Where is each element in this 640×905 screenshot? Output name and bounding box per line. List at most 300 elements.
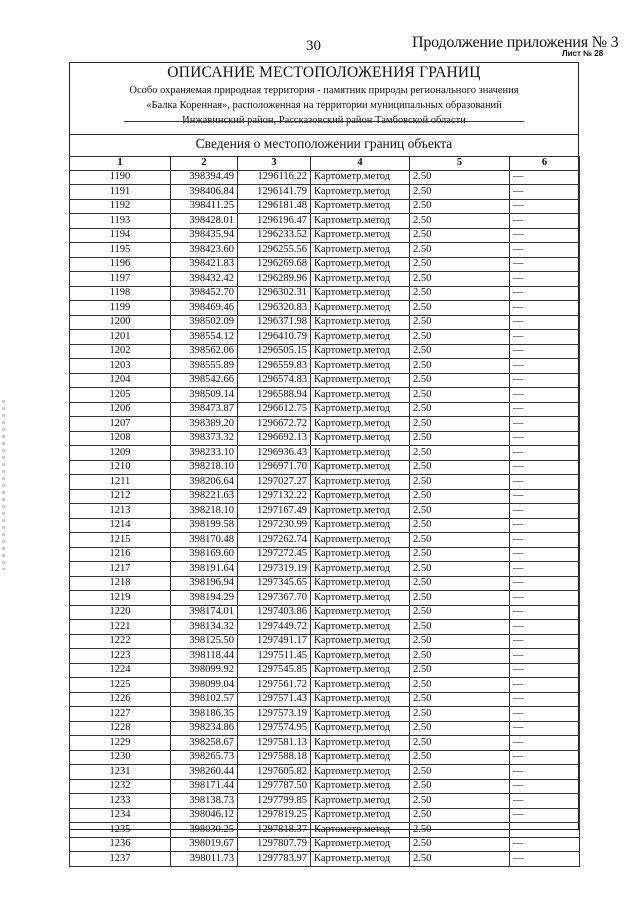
x-coordinate-cell: 398102.57 xyxy=(171,692,238,707)
accuracy-cell: 2.50 xyxy=(410,185,510,200)
accuracy-cell: 2.50 xyxy=(410,605,510,620)
y-coordinate-cell: 1296302.31 xyxy=(238,286,311,301)
point-number-cell: 1225 xyxy=(70,678,171,693)
accuracy-cell: 2.50 xyxy=(410,634,510,649)
method-cell: Картометр.метод xyxy=(311,315,410,330)
point-number-cell: 1222 xyxy=(70,634,171,649)
x-coordinate-cell: 398218.10 xyxy=(171,460,238,475)
table-row xyxy=(70,185,580,200)
x-coordinate-cell: 398199.58 xyxy=(171,518,238,533)
y-coordinate-cell: 1296971.70 xyxy=(238,460,311,475)
method-cell: Картометр.метод xyxy=(311,199,410,214)
point-number-cell: 1198 xyxy=(70,286,171,301)
accuracy-cell: 2.50 xyxy=(410,649,510,664)
description-cell: — xyxy=(510,678,580,693)
table-row xyxy=(70,547,580,562)
method-cell: Картометр.метод xyxy=(311,794,410,809)
point-number-cell: 1219 xyxy=(70,591,171,606)
y-coordinate-cell: 1297605.82 xyxy=(238,765,311,780)
description-cell: — xyxy=(510,489,580,504)
y-coordinate-cell: 1297573.19 xyxy=(238,707,311,722)
point-number-cell: 1211 xyxy=(70,475,171,490)
table-row xyxy=(70,344,580,359)
method-cell: Картометр.метод xyxy=(311,663,410,678)
x-coordinate-cell: 398125.50 xyxy=(171,634,238,649)
table-row xyxy=(70,692,580,707)
y-coordinate-cell: 1297571.43 xyxy=(238,692,311,707)
description-cell: — xyxy=(510,257,580,272)
description-cell: — xyxy=(510,707,580,722)
method-cell: Картометр.метод xyxy=(311,779,410,794)
accuracy-cell: 2.50 xyxy=(410,431,510,446)
y-coordinate-cell: 1296505.15 xyxy=(238,344,311,359)
description-cell: — xyxy=(510,373,580,388)
method-cell: Картометр.метод xyxy=(311,286,410,301)
point-number-cell: 1208 xyxy=(70,431,171,446)
x-coordinate-cell: 398452.70 xyxy=(171,286,238,301)
method-cell: Картометр.метод xyxy=(311,214,410,229)
x-coordinate-cell: 398542.66 xyxy=(171,373,238,388)
table-row xyxy=(70,417,580,432)
table-row xyxy=(70,446,580,461)
point-number-cell: 1204 xyxy=(70,373,171,388)
accuracy-cell: 2.50 xyxy=(410,489,510,504)
accuracy-cell: 2.50 xyxy=(410,779,510,794)
point-number-cell: 1193 xyxy=(70,214,171,229)
x-coordinate-cell: 398509.14 xyxy=(171,388,238,403)
y-coordinate-cell: 1296116.22 xyxy=(238,170,311,185)
point-number-cell: 1207 xyxy=(70,417,171,432)
y-coordinate-cell: 1297807.79 xyxy=(238,837,311,852)
accuracy-cell: 2.50 xyxy=(410,460,510,475)
point-number-cell: 1206 xyxy=(70,402,171,417)
y-coordinate-cell: 1297167.49 xyxy=(238,504,311,519)
point-number-cell: 1233 xyxy=(70,794,171,809)
accuracy-cell: 2.50 xyxy=(410,736,510,751)
table-row xyxy=(70,199,580,214)
description-cell: — xyxy=(510,721,580,736)
method-cell: Картометр.метод xyxy=(311,649,410,664)
x-coordinate-cell: 398473.87 xyxy=(171,402,238,417)
description-cell: — xyxy=(510,460,580,475)
point-number-cell: 1194 xyxy=(70,228,171,243)
x-coordinate-cell: 398406.84 xyxy=(171,185,238,200)
y-coordinate-cell: 1297581.13 xyxy=(238,736,311,751)
boundary-table xyxy=(69,156,580,867)
method-cell: Картометр.метод xyxy=(311,837,410,852)
accuracy-cell: 2.50 xyxy=(410,547,510,562)
method-cell: Картометр.метод xyxy=(311,489,410,504)
x-coordinate-cell: 398019.67 xyxy=(171,837,238,852)
accuracy-cell: 2.50 xyxy=(410,402,510,417)
column-header-5: 5 xyxy=(410,157,510,171)
table-row xyxy=(70,272,580,287)
section-title: Сведения о местоположении границ объекта xyxy=(69,134,579,152)
point-number-cell: 1218 xyxy=(70,576,171,591)
table-row xyxy=(70,750,580,765)
accuracy-cell: 2.50 xyxy=(410,330,510,345)
description-cell: — xyxy=(510,533,580,548)
title-block xyxy=(69,62,579,127)
table-row xyxy=(70,533,580,548)
point-number-cell: 1192 xyxy=(70,199,171,214)
point-number-cell: 1214 xyxy=(70,518,171,533)
description-cell: — xyxy=(510,475,580,490)
point-number-cell: 1224 xyxy=(70,663,171,678)
description-cell: — xyxy=(510,243,580,258)
description-cell: — xyxy=(510,286,580,301)
point-number-cell: 1213 xyxy=(70,504,171,519)
method-cell: Картометр.метод xyxy=(311,620,410,635)
x-coordinate-cell: 398432.42 xyxy=(171,272,238,287)
x-coordinate-cell: 398171.44 xyxy=(171,779,238,794)
table-row xyxy=(70,765,580,780)
x-coordinate-cell: 398030.25 xyxy=(171,823,238,838)
x-coordinate-cell: 398258.67 xyxy=(171,736,238,751)
sheet-number: Лист № 28 xyxy=(562,49,604,58)
x-coordinate-cell: 398234.86 xyxy=(171,721,238,736)
accuracy-cell: 2.50 xyxy=(410,576,510,591)
description-cell: — xyxy=(510,446,580,461)
method-cell: Картометр.метод xyxy=(311,388,410,403)
x-coordinate-cell: 398428.01 xyxy=(171,214,238,229)
table-row xyxy=(70,257,580,272)
table-row xyxy=(70,402,580,417)
point-number-cell: 1223 xyxy=(70,649,171,664)
y-coordinate-cell: 1296574.83 xyxy=(238,373,311,388)
method-cell: Картометр.метод xyxy=(311,765,410,780)
method-cell: Картометр.метод xyxy=(311,373,410,388)
table-row xyxy=(70,823,580,838)
accuracy-cell: 2.50 xyxy=(410,721,510,736)
method-cell: Картометр.метод xyxy=(311,417,410,432)
y-coordinate-cell: 1296371.98 xyxy=(238,315,311,330)
point-number-cell: 1228 xyxy=(70,721,171,736)
table-row xyxy=(70,605,580,620)
description-cell: — xyxy=(510,330,580,345)
accuracy-cell: 2.50 xyxy=(410,272,510,287)
method-cell: Картометр.метод xyxy=(311,808,410,823)
point-number-cell: 1190 xyxy=(70,170,171,185)
table-row xyxy=(70,576,580,591)
method-cell: Картометр.метод xyxy=(311,272,410,287)
table-row xyxy=(70,170,580,185)
x-coordinate-cell: 398169.60 xyxy=(171,547,238,562)
method-cell: Картометр.метод xyxy=(311,678,410,693)
y-coordinate-cell: 1297449.72 xyxy=(238,620,311,635)
accuracy-cell: 2.50 xyxy=(410,373,510,388)
description-cell: — xyxy=(510,170,580,185)
method-cell: Картометр.метод xyxy=(311,750,410,765)
column-header-1: 1 xyxy=(70,157,171,171)
description-cell: — xyxy=(510,402,580,417)
description-cell: — xyxy=(510,692,580,707)
method-cell: Картометр.метод xyxy=(311,518,410,533)
method-cell: Картометр.метод xyxy=(311,228,410,243)
x-coordinate-cell: 398099.04 xyxy=(171,678,238,693)
point-number-cell: 1205 xyxy=(70,388,171,403)
y-coordinate-cell: 1297230.99 xyxy=(238,518,311,533)
method-cell: Картометр.метод xyxy=(311,431,410,446)
y-coordinate-cell: 1297819.25 xyxy=(238,808,311,823)
accuracy-cell: 2.50 xyxy=(410,852,510,867)
point-number-cell: 1227 xyxy=(70,707,171,722)
table-row xyxy=(70,359,580,374)
point-number-cell: 1210 xyxy=(70,460,171,475)
method-cell: Картометр.метод xyxy=(311,402,410,417)
point-number-cell: 1237 xyxy=(70,852,171,867)
x-coordinate-cell: 398423.60 xyxy=(171,243,238,258)
method-cell: Картометр.метод xyxy=(311,634,410,649)
point-number-cell: 1215 xyxy=(70,533,171,548)
accuracy-cell: 2.50 xyxy=(410,388,510,403)
table-row xyxy=(70,460,580,475)
point-number-cell: 1230 xyxy=(70,750,171,765)
description-cell: — xyxy=(510,518,580,533)
x-coordinate-cell: 398194.29 xyxy=(171,591,238,606)
method-cell: Картометр.метод xyxy=(311,736,410,751)
x-coordinate-cell: 398554.12 xyxy=(171,330,238,345)
table-row xyxy=(70,808,580,823)
table-row xyxy=(70,707,580,722)
column-header-6: 6 xyxy=(510,157,580,171)
point-number-cell: 1220 xyxy=(70,605,171,620)
accuracy-cell: 2.50 xyxy=(410,446,510,461)
accuracy-cell: 2.50 xyxy=(410,692,510,707)
accuracy-cell: 2.50 xyxy=(410,344,510,359)
accuracy-cell: 2.50 xyxy=(410,518,510,533)
y-coordinate-cell: 1296692.13 xyxy=(238,431,311,446)
method-cell: Картометр.метод xyxy=(311,591,410,606)
table-header-row xyxy=(70,157,580,171)
description-cell: — xyxy=(510,547,580,562)
y-coordinate-cell: 1297345.65 xyxy=(238,576,311,591)
point-number-cell: 1234 xyxy=(70,808,171,823)
x-coordinate-cell: 398469.46 xyxy=(171,301,238,316)
method-cell: Картометр.метод xyxy=(311,446,410,461)
method-cell: Картометр.метод xyxy=(311,707,410,722)
method-cell: Картометр.метод xyxy=(311,475,410,490)
table-row xyxy=(70,431,580,446)
x-coordinate-cell: 398421.83 xyxy=(171,257,238,272)
description-cell: — xyxy=(510,185,580,200)
x-coordinate-cell: 398265.73 xyxy=(171,750,238,765)
document-title: ОПИСАНИЕ МЕСТОПОЛОЖЕНИЯ ГРАНИЦ xyxy=(167,64,481,81)
method-cell: Картометр.метод xyxy=(311,533,410,548)
method-cell: Картометр.метод xyxy=(311,330,410,345)
x-coordinate-cell: 398196.94 xyxy=(171,576,238,591)
method-cell: Картометр.метод xyxy=(311,576,410,591)
x-coordinate-cell: 398373.32 xyxy=(171,431,238,446)
point-number-cell: 1231 xyxy=(70,765,171,780)
description-cell: — xyxy=(510,315,580,330)
accuracy-cell: 2.50 xyxy=(410,199,510,214)
x-coordinate-cell: 398206.64 xyxy=(171,475,238,490)
method-cell: Картометр.метод xyxy=(311,243,410,258)
table-row xyxy=(70,591,580,606)
accuracy-cell: 2.50 xyxy=(410,620,510,635)
column-header-4: 4 xyxy=(311,157,410,171)
table-row xyxy=(70,214,580,229)
table-row xyxy=(70,678,580,693)
table-row xyxy=(70,663,580,678)
accuracy-cell: 2.50 xyxy=(410,591,510,606)
y-coordinate-cell: 1296141.79 xyxy=(238,185,311,200)
accuracy-cell: 2.50 xyxy=(410,562,510,577)
accuracy-cell: 2.50 xyxy=(410,214,510,229)
description-cell: — xyxy=(510,272,580,287)
table-row xyxy=(70,620,580,635)
method-cell: Картометр.метод xyxy=(311,344,410,359)
x-coordinate-cell: 398394.49 xyxy=(171,170,238,185)
point-number-cell: 1229 xyxy=(70,736,171,751)
point-number-cell: 1236 xyxy=(70,837,171,852)
accuracy-cell: 2.50 xyxy=(410,823,510,838)
description-cell: — xyxy=(510,214,580,229)
x-coordinate-cell: 398562.06 xyxy=(171,344,238,359)
description-cell: — xyxy=(510,591,580,606)
y-coordinate-cell: 1297262.74 xyxy=(238,533,311,548)
description-cell: — xyxy=(510,562,580,577)
y-coordinate-cell: 1297511.45 xyxy=(238,649,311,664)
table-row xyxy=(70,286,580,301)
point-number-cell: 1212 xyxy=(70,489,171,504)
accuracy-cell: 2.50 xyxy=(410,750,510,765)
table-row xyxy=(70,562,580,577)
y-coordinate-cell: 1296196.47 xyxy=(238,214,311,229)
accuracy-cell: 2.50 xyxy=(410,243,510,258)
table-row xyxy=(70,315,580,330)
method-cell: Картометр.метод xyxy=(311,170,410,185)
table-row xyxy=(70,837,580,852)
description-cell: — xyxy=(510,344,580,359)
x-coordinate-cell: 398221.63 xyxy=(171,489,238,504)
method-cell: Картометр.метод xyxy=(311,547,410,562)
continuation-label: Продолжение приложения № 3 xyxy=(412,34,619,51)
y-coordinate-cell: 1297367.70 xyxy=(238,591,311,606)
table-row xyxy=(70,721,580,736)
method-cell: Картометр.метод xyxy=(311,721,410,736)
description-cell: — xyxy=(510,576,580,591)
method-cell: Картометр.метод xyxy=(311,605,410,620)
accuracy-cell: 2.50 xyxy=(410,286,510,301)
table-row xyxy=(70,475,580,490)
accuracy-cell: 2.50 xyxy=(410,504,510,519)
point-number-cell: 1197 xyxy=(70,272,171,287)
description-cell: — xyxy=(510,808,580,823)
method-cell: Картометр.метод xyxy=(311,692,410,707)
table-body xyxy=(70,170,580,866)
description-cell: — xyxy=(510,837,580,852)
table-row xyxy=(70,489,580,504)
description-cell: — xyxy=(510,750,580,765)
y-coordinate-cell: 1297272.45 xyxy=(238,547,311,562)
table-row xyxy=(70,518,580,533)
accuracy-cell: 2.50 xyxy=(410,475,510,490)
description-cell: — xyxy=(510,431,580,446)
point-number-cell: 1217 xyxy=(70,562,171,577)
x-coordinate-cell: 398260.44 xyxy=(171,765,238,780)
method-cell: Картометр.метод xyxy=(311,852,410,867)
description-cell: — xyxy=(510,605,580,620)
description-cell: — xyxy=(510,736,580,751)
table-row xyxy=(70,852,580,867)
accuracy-cell: 2.50 xyxy=(410,808,510,823)
method-cell: Картометр.метод xyxy=(311,460,410,475)
point-number-cell: 1201 xyxy=(70,330,171,345)
y-coordinate-cell: 1297783.97 xyxy=(238,852,311,867)
y-coordinate-cell: 1296672.72 xyxy=(238,417,311,432)
accuracy-cell: 2.50 xyxy=(410,315,510,330)
y-coordinate-cell: 1296410.79 xyxy=(238,330,311,345)
title-description-line-3: Инжавинский район, Рассказовский район Тамбовской области xyxy=(182,115,466,126)
description-cell: — xyxy=(510,620,580,635)
method-cell: Картометр.метод xyxy=(311,504,410,519)
column-header-2: 2 xyxy=(171,157,238,171)
scan-margin-mark xyxy=(2,400,5,570)
x-coordinate-cell: 398170.48 xyxy=(171,533,238,548)
table-row xyxy=(70,388,580,403)
y-coordinate-cell: 1296612.75 xyxy=(238,402,311,417)
y-coordinate-cell: 1296269.68 xyxy=(238,257,311,272)
accuracy-cell: 2.50 xyxy=(410,663,510,678)
accuracy-cell: 2.50 xyxy=(410,837,510,852)
point-number-cell: 1199 xyxy=(70,301,171,316)
description-cell: — xyxy=(510,228,580,243)
table-row xyxy=(70,301,580,316)
y-coordinate-cell: 1297799.85 xyxy=(238,794,311,809)
point-number-cell: 1226 xyxy=(70,692,171,707)
y-coordinate-cell: 1296289.96 xyxy=(238,272,311,287)
y-coordinate-cell: 1296559.83 xyxy=(238,359,311,374)
description-cell: — xyxy=(510,417,580,432)
accuracy-cell: 2.50 xyxy=(410,228,510,243)
point-number-cell: 1191 xyxy=(70,185,171,200)
y-coordinate-cell: 1297574.95 xyxy=(238,721,311,736)
accuracy-cell: 2.50 xyxy=(410,533,510,548)
y-coordinate-cell: 1296255.56 xyxy=(238,243,311,258)
method-cell: Картометр.метод xyxy=(311,257,410,272)
y-coordinate-cell: 1297132.22 xyxy=(238,489,311,504)
y-coordinate-cell: 1297545.85 xyxy=(238,663,311,678)
point-number-cell: 1202 xyxy=(70,344,171,359)
accuracy-cell: 2.50 xyxy=(410,794,510,809)
y-coordinate-cell: 1296320.83 xyxy=(238,301,311,316)
x-coordinate-cell: 398174.01 xyxy=(171,605,238,620)
x-coordinate-cell: 398099.92 xyxy=(171,663,238,678)
description-cell: — xyxy=(510,634,580,649)
table-row xyxy=(70,649,580,664)
title-description-line-2: «Балка Коренная», расположенная на территории муниципальных образований xyxy=(146,100,502,111)
point-number-cell: 1203 xyxy=(70,359,171,374)
point-number-cell: 1216 xyxy=(70,547,171,562)
table-row xyxy=(70,504,580,519)
page-number: 30 xyxy=(306,38,321,54)
y-coordinate-cell: 1296936.43 xyxy=(238,446,311,461)
description-cell: — xyxy=(510,199,580,214)
accuracy-cell: 2.50 xyxy=(410,359,510,374)
method-cell: Картометр.метод xyxy=(311,823,410,838)
y-coordinate-cell: 1297818.37 xyxy=(238,823,311,838)
table-row xyxy=(70,794,580,809)
y-coordinate-cell: 1296588.94 xyxy=(238,388,311,403)
description-cell: — xyxy=(510,649,580,664)
x-coordinate-cell: 398502.09 xyxy=(171,315,238,330)
description-cell: — xyxy=(510,823,580,838)
y-coordinate-cell: 1296233.52 xyxy=(238,228,311,243)
y-coordinate-cell: 1297491.17 xyxy=(238,634,311,649)
table-row xyxy=(70,634,580,649)
